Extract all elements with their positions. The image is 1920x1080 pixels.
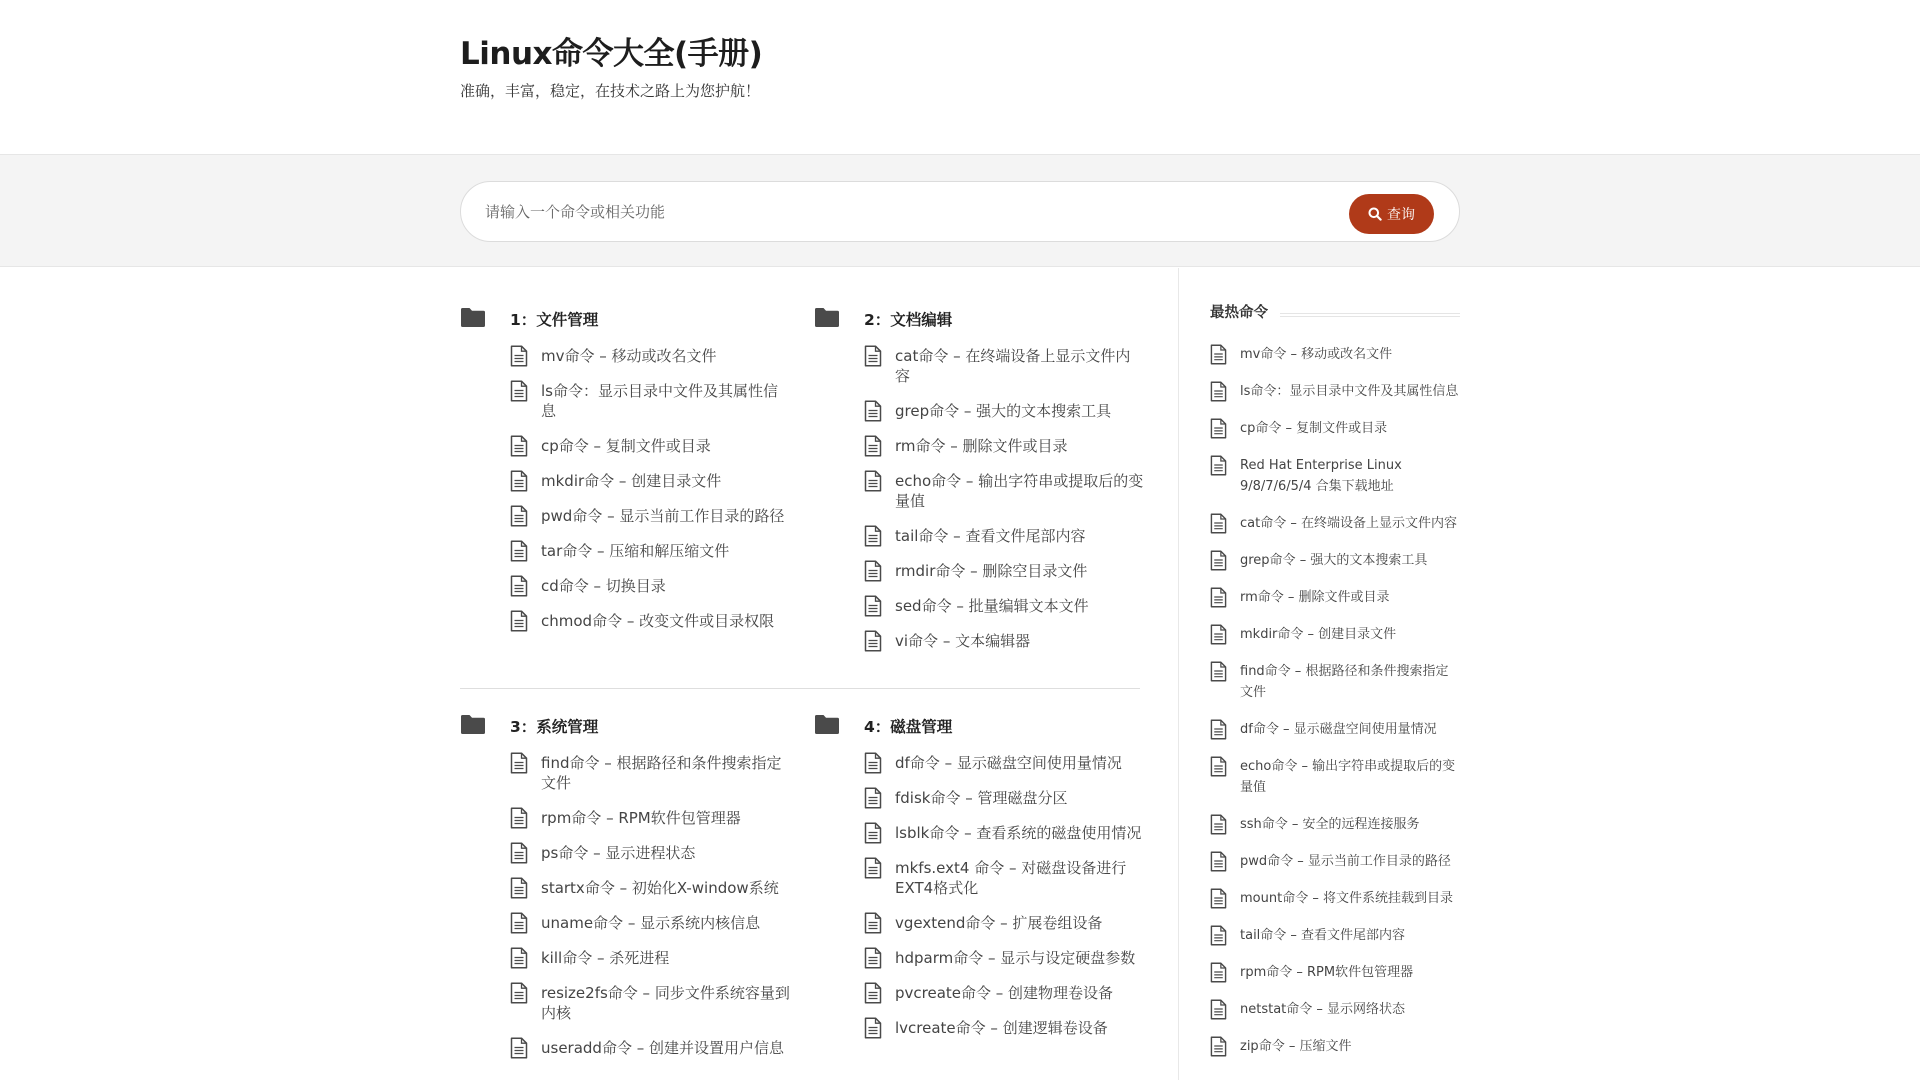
command-label: echo命令 – 输出字符串或提取后的变量值 [895,472,1144,510]
document-icon [510,470,528,492]
hot-command-label: Red Hat Enterprise Linux 9/8/7/6/5/4 合集下载地址 [1240,458,1402,494]
hot-command-link[interactable] [1210,925,1460,946]
document-icon [1210,550,1227,571]
hot-command-link[interactable] [1210,756,1460,798]
command-label: tar命令 – 压缩和解压缩文件 [541,542,730,560]
document-icon [1210,999,1227,1020]
hot-command-link[interactable] [1210,814,1460,835]
hot-command-link[interactable] [1210,999,1460,1020]
site-title[interactable]: Linux命令大全(手册) [460,36,763,72]
command-label: hdparm命令 – 显示与设定硬盘参数 [895,949,1136,967]
document-icon [510,982,528,1004]
command-link[interactable] [510,541,790,561]
command-label: find命令 – 根据路径和条件搜索指定文件 [541,754,782,792]
command-link[interactable] [864,788,1144,808]
command-label: pwd命令 – 显示当前工作目录的路径 [541,507,785,525]
command-link[interactable] [864,948,1144,968]
hot-command-link[interactable] [1210,344,1460,365]
category-title[interactable]: 2：文档编辑 [864,311,953,329]
command-label: uname命令 – 显示系统内核信息 [541,914,761,932]
search-button-label: 查询 [1387,207,1415,223]
folder-icon [460,714,486,735]
command-link[interactable] [510,913,790,933]
command-label: rpm命令 – RPM软件包管理器 [541,809,741,827]
hot-command-label: pwd命令 – 显示当前工作目录的路径 [1240,854,1451,869]
document-icon [510,842,528,864]
hot-command-label: rm命令 – 删除文件或目录 [1240,590,1390,605]
search-button[interactable] [1349,194,1434,234]
document-icon [1210,513,1227,534]
command-label: df命令 – 显示磁盘空间使用量情况 [895,754,1122,772]
command-label: rmdir命令 – 删除空目录文件 [895,562,1088,580]
document-icon [1210,814,1227,835]
sidebar-title-rule [1280,313,1460,317]
document-icon [864,912,882,934]
document-icon [1210,925,1227,946]
command-link[interactable] [510,1038,790,1058]
category-title[interactable]: 4：磁盘管理 [864,718,953,736]
document-icon [510,877,528,899]
search-input[interactable] [485,192,1305,232]
hot-command-label: tail命令 – 查看文件尾部内容 [1240,928,1406,943]
category-disk-management [814,713,1144,1037]
category-header [814,306,1144,332]
hot-command-label: mv命令 – 移动或改名文件 [1240,347,1393,362]
document-icon [1210,756,1227,777]
command-link[interactable] [864,346,1144,386]
command-link[interactable] [864,561,1144,581]
category-title[interactable]: 1：文件管理 [510,311,599,329]
document-icon [510,505,528,527]
command-link[interactable] [510,576,790,596]
command-link[interactable] [864,983,1144,1003]
document-icon [510,807,528,829]
document-icon [510,345,528,367]
command-link[interactable] [510,471,790,491]
document-icon [510,435,528,457]
category-command-list [864,753,1144,1038]
command-link[interactable] [864,436,1144,456]
command-label: cp命令 – 复制文件或目录 [541,437,711,455]
hot-command-link[interactable] [1210,661,1460,703]
document-icon [1210,624,1227,645]
command-label: lvcreate命令 – 创建逻辑卷设备 [895,1019,1108,1037]
command-label: ls命令：显示目录中文件及其属性信息 [541,382,778,420]
category-system-management [460,713,790,1057]
sidebar-title: 最热命令 [1210,301,1276,322]
command-label: resize2fs命令 – 同步文件系统容量到内核 [541,984,790,1022]
document-icon [864,982,882,1004]
document-icon [1210,455,1227,476]
document-icon [1210,381,1227,402]
category-header [814,713,1144,739]
hot-command-label: grep命令 – 强大的文本搜索工具 [1240,553,1428,568]
command-link[interactable] [864,401,1144,421]
command-link[interactable] [864,631,1144,651]
document-icon [864,857,882,879]
category-command-list [510,346,790,631]
command-link[interactable] [864,596,1144,616]
command-link[interactable] [510,878,790,898]
sidebar-divider [1178,268,1179,1080]
document-icon [510,575,528,597]
document-icon [864,1017,882,1039]
command-label: vi命令 – 文本编辑器 [895,632,1031,650]
command-label: useradd命令 – 创建并设置用户信息 [541,1039,784,1057]
document-icon [1210,719,1227,740]
folder-icon [814,307,840,328]
command-label: mv命令 – 移动或改名文件 [541,347,717,365]
document-icon [510,947,528,969]
command-label: rm命令 – 删除文件或目录 [895,437,1068,455]
document-icon [864,560,882,582]
document-icon [1210,661,1227,682]
hot-command-link[interactable] [1210,624,1460,645]
hot-command-label: zip命令 – 压缩文件 [1240,1039,1352,1054]
folder-icon [814,714,840,735]
search-icon [1368,207,1382,221]
hot-command-label: find命令 – 根据路径和条件搜索指定文件 [1240,664,1449,700]
command-label: sed命令 – 批量编辑文本文件 [895,597,1089,615]
document-icon [1210,344,1227,365]
command-link[interactable] [510,506,790,526]
command-link[interactable] [510,983,790,1023]
hot-command-label: echo命令 – 输出字符串或提取后的变量值 [1240,759,1456,795]
document-icon [864,595,882,617]
command-label: startx命令 – 初始化X-window系统 [541,879,779,897]
document-icon [1210,1036,1227,1057]
document-icon [864,752,882,774]
document-icon [864,470,882,492]
category-command-list [510,753,790,1058]
hot-command-label: ls命令：显示目录中文件及其属性信息 [1240,384,1459,399]
command-label: mkdir命令 – 创建目录文件 [541,472,722,490]
document-icon [1210,851,1227,872]
site-tagline: 准确，丰富，稳定，在技术之路上为您护航！ [460,82,761,100]
command-link[interactable] [510,948,790,968]
command-label: tail命令 – 查看文件尾部内容 [895,527,1086,545]
document-icon [864,822,882,844]
document-icon [510,610,528,632]
search-band [0,154,1920,267]
command-label: cd命令 – 切换目录 [541,577,666,595]
hot-command-link[interactable] [1210,851,1460,872]
hot-command-label: rpm命令 – RPM软件包管理器 [1240,965,1414,980]
folder-icon [460,307,486,328]
command-label: ps命令 – 显示进程状态 [541,844,696,862]
document-icon [864,345,882,367]
hot-command-link[interactable] [1210,888,1460,909]
document-icon [510,912,528,934]
hot-command-link[interactable] [1210,550,1460,571]
command-link[interactable] [510,346,790,366]
command-link[interactable] [864,913,1144,933]
document-icon [864,630,882,652]
command-link[interactable] [510,611,790,631]
command-link[interactable] [864,753,1144,773]
command-link[interactable] [864,858,1144,898]
command-link[interactable] [864,471,1144,511]
category-row-2 [460,713,1140,1080]
command-link[interactable] [510,753,790,793]
command-label: chmod命令 – 改变文件或目录权限 [541,612,775,630]
document-icon [864,947,882,969]
hot-command-label: cat命令 – 在终端设备上显示文件内容 [1240,516,1457,531]
document-icon [1210,587,1227,608]
hot-command-link[interactable] [1210,418,1460,439]
category-command-list [864,346,1144,651]
document-icon [1210,888,1227,909]
command-label: kill命令 – 杀死进程 [541,949,670,967]
hot-command-label: netstat命令 – 显示网络状态 [1240,1002,1406,1017]
command-label: mkfs.ext4 命令 – 对磁盘设备进行EXT4格式化 [895,859,1127,897]
hot-command-link[interactable] [1210,719,1460,740]
search-box [460,181,1460,242]
category-document-editing [814,306,1144,650]
command-link[interactable] [864,1018,1144,1038]
hot-command-link[interactable] [1210,962,1460,983]
hot-command-link[interactable] [1210,1036,1460,1057]
site-header [0,0,1920,154]
hot-command-label: cp命令 – 复制文件或目录 [1240,421,1388,436]
command-label: fdisk命令 – 管理磁盘分区 [895,789,1068,807]
document-icon [510,540,528,562]
category-header [460,306,790,332]
hot-command-label: df命令 – 显示磁盘空间使用量情况 [1240,722,1437,737]
hot-command-link[interactable] [1210,587,1460,608]
command-label: vgextend命令 – 扩展卷组设备 [895,914,1103,932]
document-icon [864,400,882,422]
document-icon [864,787,882,809]
document-icon [1210,962,1227,983]
command-link[interactable] [510,843,790,863]
document-icon [510,752,528,774]
hot-command-link[interactable] [1210,381,1460,402]
hot-command-label: mkdir命令 – 创建目录文件 [1240,627,1397,642]
category-file-management [460,306,790,630]
category-row-1 [460,306,1144,650]
document-icon [864,525,882,547]
hot-command-link[interactable] [1210,513,1460,534]
command-link[interactable] [864,823,1144,843]
category-header [460,713,790,739]
command-link[interactable] [864,526,1144,546]
category-title[interactable]: 3：系统管理 [510,718,599,736]
command-label: cat命令 – 在终端设备上显示文件内容 [895,347,1131,385]
command-label: grep命令 – 强大的文本搜索工具 [895,402,1112,420]
category-row-divider [460,688,1140,689]
hot-command-label: mount命令 – 将文件系统挂载到目录 [1240,891,1453,906]
document-icon [510,380,528,402]
document-icon [1210,418,1227,439]
command-link[interactable] [510,381,790,421]
hot-command-list [1210,344,1460,1057]
document-icon [864,435,882,457]
document-icon [510,1037,528,1059]
hot-command-label: ssh命令 – 安全的远程连接服务 [1240,817,1420,832]
command-link[interactable] [510,808,790,828]
command-label: pvcreate命令 – 创建物理卷设备 [895,984,1114,1002]
command-label: lsblk命令 – 查看系统的磁盘使用情况 [895,824,1142,842]
hot-command-link[interactable] [1210,455,1460,497]
command-link[interactable] [510,436,790,456]
